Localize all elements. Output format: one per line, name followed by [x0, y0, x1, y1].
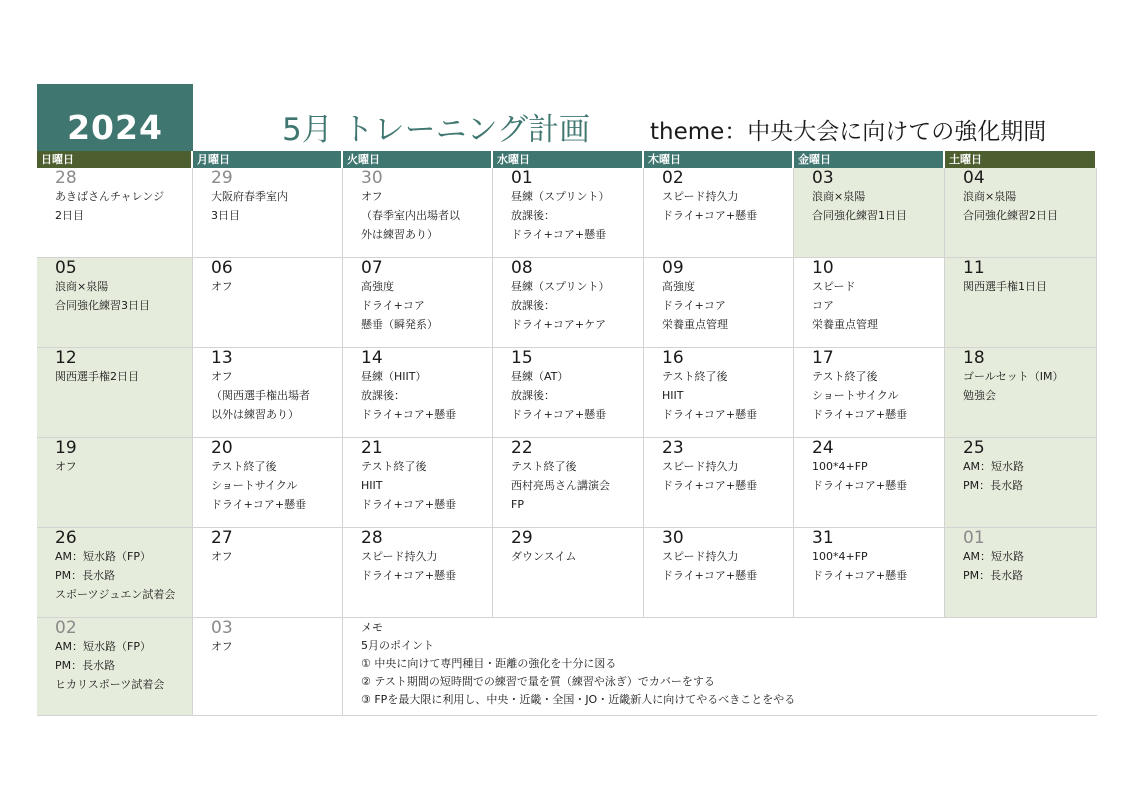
theme-label: theme：中央大会に向けての強化期間	[650, 119, 1047, 145]
day-number: 31	[812, 528, 834, 548]
calendar-day-cell	[794, 528, 945, 618]
day-number: 04	[963, 168, 985, 188]
calendar-day-cell	[343, 168, 493, 258]
weekday-saturday: 土曜日	[945, 151, 1097, 168]
day-schedule-line: 懸垂（瞬発系）	[361, 318, 438, 331]
day-schedule-line: 以外は練習あり）	[211, 408, 299, 421]
day-schedule-line: テスト終了後	[211, 460, 277, 473]
day-schedule-line: 100*4+FP	[812, 460, 868, 473]
day-schedule-line: ドライ+コア	[361, 299, 425, 312]
calendar-day-cell	[193, 258, 343, 348]
day-schedule-line: 関西選手権1日目	[963, 280, 1047, 293]
day-schedule-line: 浪商×泉陽	[963, 190, 1017, 203]
day-schedule-line: ドライ+コア+懸垂	[662, 479, 758, 492]
day-schedule-line: （春季室内出場者以	[361, 209, 460, 222]
day-number: 25	[963, 438, 985, 458]
day-schedule-line: スピード持久力	[662, 460, 739, 473]
page-title: 5月 トレーニング計画	[282, 112, 590, 148]
day-schedule-line: 栄養重点管理	[662, 318, 728, 331]
day-schedule-line: スピード持久力	[361, 550, 438, 563]
day-schedule-line: ドライ+コア+懸垂	[662, 408, 758, 421]
day-schedule-line: ドライ+コア+懸垂	[511, 228, 607, 241]
day-schedule-line: ドライ+コア+懸垂	[211, 498, 307, 511]
calendar-day-cell	[794, 258, 945, 348]
day-number: 07	[361, 258, 383, 278]
calendar-day-cell	[945, 258, 1097, 348]
day-schedule-line: 西村亮馬さん講演会	[511, 479, 610, 492]
day-number: 15	[511, 348, 533, 368]
day-number: 20	[211, 438, 233, 458]
day-number: 14	[361, 348, 383, 368]
calendar-day-cell	[493, 438, 644, 528]
day-number: 02	[55, 618, 77, 638]
day-number: 21	[361, 438, 383, 458]
day-schedule-line: 放課後：	[511, 209, 555, 222]
day-number: 05	[55, 258, 77, 278]
day-number: 30	[361, 168, 383, 188]
day-number: 19	[55, 438, 77, 458]
memo-heading: 5月のポイント	[361, 639, 434, 652]
day-number: 06	[211, 258, 233, 278]
weekday-wednesday: 水曜日	[493, 151, 644, 168]
day-schedule-line: ドライ+コア+懸垂	[361, 408, 457, 421]
calendar-day-cell	[644, 438, 794, 528]
day-number: 24	[812, 438, 834, 458]
calendar-day-cell	[794, 438, 945, 528]
day-schedule-line: あきばさんチャレンジ	[55, 190, 165, 203]
day-number: 10	[812, 258, 834, 278]
day-schedule-line: FP	[511, 498, 524, 511]
calendar-day-cell	[193, 618, 343, 716]
day-number: 28	[55, 168, 77, 188]
weekday-header-row	[37, 151, 1097, 168]
day-schedule-line: テスト終了後	[812, 370, 878, 383]
day-schedule-line: ドライ+コア+懸垂	[812, 569, 908, 582]
calendar-day-cell	[37, 258, 193, 348]
calendar-day-cell	[493, 348, 644, 438]
day-number: 02	[662, 168, 684, 188]
day-number: 01	[963, 528, 985, 548]
day-schedule-line: HIIT	[662, 389, 684, 402]
day-number: 23	[662, 438, 684, 458]
day-schedule-line: 勉強会	[963, 389, 996, 402]
day-schedule-line: 関西選手権2日目	[55, 370, 139, 383]
day-number: 16	[662, 348, 684, 368]
day-schedule-line: ヒカリスポーツ試着会	[55, 678, 165, 691]
day-schedule-line: 高強度	[361, 280, 394, 293]
day-schedule-line: ドライ+コア+懸垂	[662, 569, 758, 582]
day-schedule-line: 3日目	[211, 209, 240, 222]
calendar-day-cell	[343, 528, 493, 618]
day-schedule-line: 放課後：	[511, 389, 555, 402]
weekday-sunday: 日曜日	[37, 151, 193, 168]
day-schedule-line: 昼練（スプリント）	[511, 280, 610, 293]
weekday-friday: 金曜日	[794, 151, 945, 168]
day-number: 27	[211, 528, 233, 548]
day-schedule-line: オフ	[211, 640, 233, 653]
day-schedule-line: AM：短水路	[963, 550, 1025, 563]
day-number: 29	[511, 528, 533, 548]
calendar-day-cell	[794, 168, 945, 258]
calendar-day-cell	[193, 438, 343, 528]
day-schedule-line: AM：短水路	[963, 460, 1025, 473]
day-number: 18	[963, 348, 985, 368]
day-number: 03	[211, 618, 233, 638]
day-number: 22	[511, 438, 533, 458]
day-schedule-line: 合同強化練習1日目	[812, 209, 907, 222]
weekday-thursday: 木曜日	[644, 151, 794, 168]
calendar-day-cell	[644, 528, 794, 618]
day-schedule-line: 浪商×泉陽	[55, 280, 109, 293]
weekday-monday: 月曜日	[193, 151, 343, 168]
day-schedule-line: 合同強化練習2日目	[963, 209, 1058, 222]
day-schedule-line: テスト終了後	[511, 460, 577, 473]
day-schedule-line: オフ	[55, 460, 77, 473]
calendar-day-cell	[37, 348, 193, 438]
day-number: 09	[662, 258, 684, 278]
day-schedule-line: HIIT	[361, 479, 383, 492]
calendar-day-cell	[493, 168, 644, 258]
day-schedule-line: 100*4+FP	[812, 550, 868, 563]
day-schedule-line: ドライ+コア	[662, 299, 726, 312]
day-schedule-line: ゴールセット（IM）	[963, 370, 1064, 383]
day-schedule-line: 高強度	[662, 280, 695, 293]
day-schedule-line: ショートサイクル	[812, 389, 899, 402]
calendar-day-cell	[945, 348, 1097, 438]
calendar-day-cell	[193, 528, 343, 618]
calendar-day-cell	[945, 168, 1097, 258]
day-schedule-line: コア	[812, 299, 834, 312]
weekday-tuesday: 火曜日	[343, 151, 493, 168]
day-schedule-line: ドライ+コア+ケア	[511, 318, 607, 331]
day-number: 26	[55, 528, 77, 548]
calendar-day-cell	[644, 348, 794, 438]
calendar-day-cell	[493, 528, 644, 618]
memo-point: ② テスト期間の短時間での練習で量を質（練習や泳ぎ）でカバーをする	[361, 675, 715, 688]
day-schedule-line: ドライ+コア+懸垂	[511, 408, 607, 421]
day-schedule-line: PM：長水路	[55, 569, 116, 582]
day-schedule-line: 外は練習あり）	[361, 228, 438, 241]
calendar-day-cell	[644, 258, 794, 348]
day-schedule-line: 2日目	[55, 209, 84, 222]
day-schedule-line: 合同強化練習3日目	[55, 299, 150, 312]
calendar-day-cell	[37, 168, 193, 258]
day-number: 11	[963, 258, 985, 278]
calendar-day-cell	[343, 438, 493, 528]
day-schedule-line: テスト終了後	[361, 460, 427, 473]
day-schedule-line: スポーツジュエン試着会	[55, 588, 176, 601]
day-schedule-line: オフ	[211, 370, 233, 383]
day-schedule-line: PM：長水路	[963, 569, 1024, 582]
day-schedule-line: スピード持久力	[662, 550, 739, 563]
day-schedule-line: ドライ+コア+懸垂	[812, 479, 908, 492]
year-label: 2024	[37, 84, 193, 151]
day-schedule-line: ショートサイクル	[211, 479, 298, 492]
calendar-day-cell	[945, 528, 1097, 618]
calendar-day-cell	[193, 168, 343, 258]
calendar-day-cell	[37, 528, 193, 618]
day-schedule-line: スピード持久力	[662, 190, 739, 203]
calendar-grid	[37, 168, 1097, 716]
day-schedule-line: 昼練（AT）	[511, 370, 569, 383]
calendar-day-cell	[794, 348, 945, 438]
day-schedule-line: ダウンスイム	[511, 550, 577, 563]
day-schedule-line: ドライ+コア+懸垂	[361, 498, 457, 511]
day-schedule-line: 大阪府春季室内	[211, 190, 288, 203]
day-schedule-line: 昼練（HIIT）	[361, 370, 427, 383]
day-number: 13	[211, 348, 233, 368]
day-number: 28	[361, 528, 383, 548]
day-schedule-line: AM：短水路（FP）	[55, 640, 151, 653]
day-number: 29	[211, 168, 233, 188]
day-number: 30	[662, 528, 684, 548]
memo-point: ③ FPを最大限に利用し、中央・近畿・全国・JO・近畿新人に向けてやるべきことをやる	[361, 693, 796, 706]
day-schedule-line: オフ	[361, 190, 383, 203]
day-schedule-line: PM：長水路	[55, 659, 116, 672]
day-schedule-line: （関西選手権出場者	[211, 389, 310, 402]
calendar-day-cell	[343, 348, 493, 438]
memo-point: ① 中央に向けて専門種目・距離の強化を十分に図る	[361, 657, 617, 670]
day-schedule-line: 浪商×泉陽	[812, 190, 866, 203]
day-number: 03	[812, 168, 834, 188]
day-number: 01	[511, 168, 533, 188]
memo-box	[343, 618, 1097, 716]
day-schedule-line: 放課後：	[511, 299, 555, 312]
day-number: 17	[812, 348, 834, 368]
calendar-day-cell	[493, 258, 644, 348]
day-schedule-line: 栄養重点管理	[812, 318, 878, 331]
day-number: 08	[511, 258, 533, 278]
calendar-day-cell	[644, 168, 794, 258]
calendar-day-cell	[37, 618, 193, 716]
day-schedule-line: ドライ+コア+懸垂	[662, 209, 758, 222]
day-schedule-line: ドライ+コア+懸垂	[361, 569, 457, 582]
day-schedule-line: オフ	[211, 550, 233, 563]
day-schedule-line: 放課後：	[361, 389, 405, 402]
calendar-day-cell	[343, 258, 493, 348]
day-schedule-line: オフ	[211, 280, 233, 293]
calendar-day-cell	[37, 438, 193, 528]
day-schedule-line: スピード	[812, 280, 856, 293]
day-schedule-line: AM：短水路（FP）	[55, 550, 151, 563]
day-schedule-line: テスト終了後	[662, 370, 728, 383]
day-schedule-line: PM：長水路	[963, 479, 1024, 492]
day-schedule-line: 昼練（スプリント）	[511, 190, 610, 203]
memo-label: メモ	[361, 621, 383, 634]
day-number: 12	[55, 348, 77, 368]
calendar-day-cell	[945, 438, 1097, 528]
calendar-day-cell	[193, 348, 343, 438]
day-schedule-line: ドライ+コア+懸垂	[812, 408, 908, 421]
